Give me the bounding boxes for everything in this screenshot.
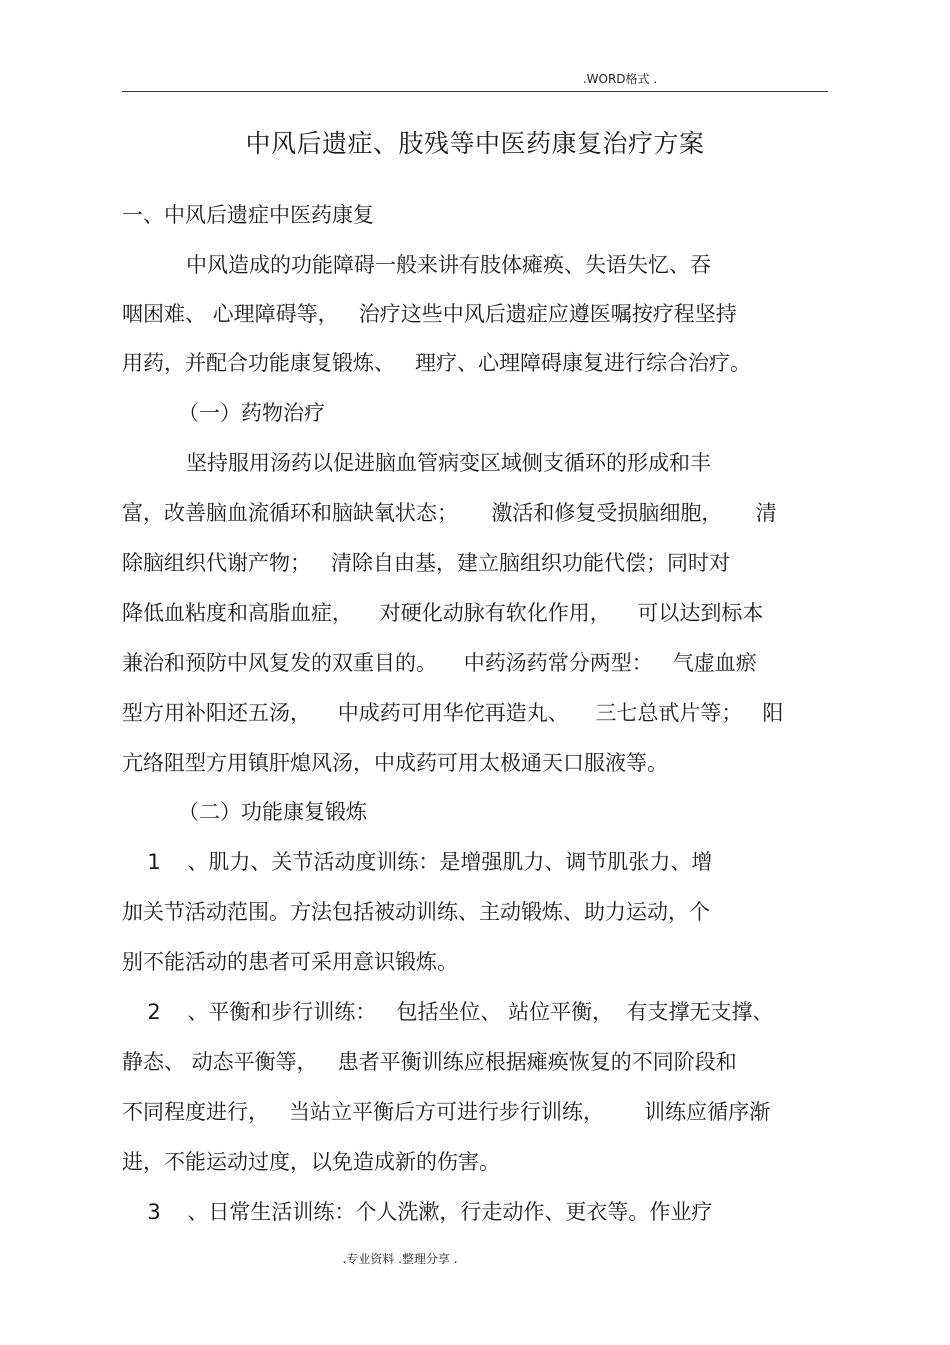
paragraph-line: 用药，并配合功能康复锻炼、 理疗、心理障碍康复进行综合治疗。 [122, 351, 752, 375]
paragraph-line: 富，改善脑血流循环和脑缺氧状态； 激活和修复受损脑细胞， 清 [122, 501, 777, 525]
subsection-heading: （一）药物治疗 [178, 401, 325, 425]
page-footer: .专业资料 .整理分享 . [342, 1252, 458, 1266]
list-item-line: 2 、平衡和步行训练： 包括坐位、 站位平衡， 有支撑无支撑、 [134, 1000, 774, 1024]
header-divider [122, 91, 828, 92]
subsection-heading: （二）功能康复锻炼 [178, 800, 367, 824]
section-heading: 一、中风后遗症中医药康复 [122, 203, 374, 227]
paragraph-line: 咽困难、 心理障碍等， 治疗这些中风后遗症应遵医嘱按疗程坚持 [122, 302, 737, 326]
page-header: .WORD格式 . [582, 72, 658, 86]
paragraph-line: 中风造成的功能障碍一般来讲有肢体瘫痪、失语失忆、吞 [186, 253, 711, 277]
paragraph-line: 兼治和预防中风复发的双重目的。 中药汤药常分两型： 气虚血瘀 [122, 651, 757, 675]
paragraph-line: 不同程度进行， 当站立平衡后方可进行步行训练， 训练应循序渐 [122, 1100, 771, 1124]
paragraph-line: 降低血粘度和高脂血症， 对硬化动脉有软化作用， 可以达到标本 [122, 601, 764, 625]
list-item-line: 1 、肌力、关节活动度训练：是增强肌力、调节肌张力、增 [134, 850, 713, 874]
paragraph-line: 静态、 动态平衡等， 患者平衡训练应根据瘫痪恢复的不同阶段和 [122, 1050, 737, 1074]
paragraph-line: 别不能活动的患者可采用意识锻炼。 [122, 950, 458, 974]
paragraph-line: 进，不能运动过度，以免造成新的伤害。 [122, 1150, 500, 1174]
paragraph-line: 除脑组织代谢产物； 清除自由基，建立脑组织功能代偿；同时对 [122, 551, 731, 575]
paragraph-line: 加关节活动范围。方法包括被动训练、主动锻炼、助力运动，个 [122, 900, 710, 924]
document-title: 中风后遗症、肢残等中医药康复治疗方案 [245, 129, 705, 158]
paragraph-line: 型方用补阳还五汤， 中成药可用华佗再造丸、 三七总甙片等； 阳 [122, 701, 784, 725]
paragraph-line: 坚持服用汤药以促进脑血管病变区域侧支循环的形成和丰 [186, 451, 711, 475]
paragraph-line: 亢络阻型方用镇肝熄风汤，中成药可用太极通天口服液等。 [122, 751, 668, 775]
list-item-line: 3 、日常生活训练：个人洗漱，行走动作、更衣等。作业疗 [134, 1200, 713, 1224]
